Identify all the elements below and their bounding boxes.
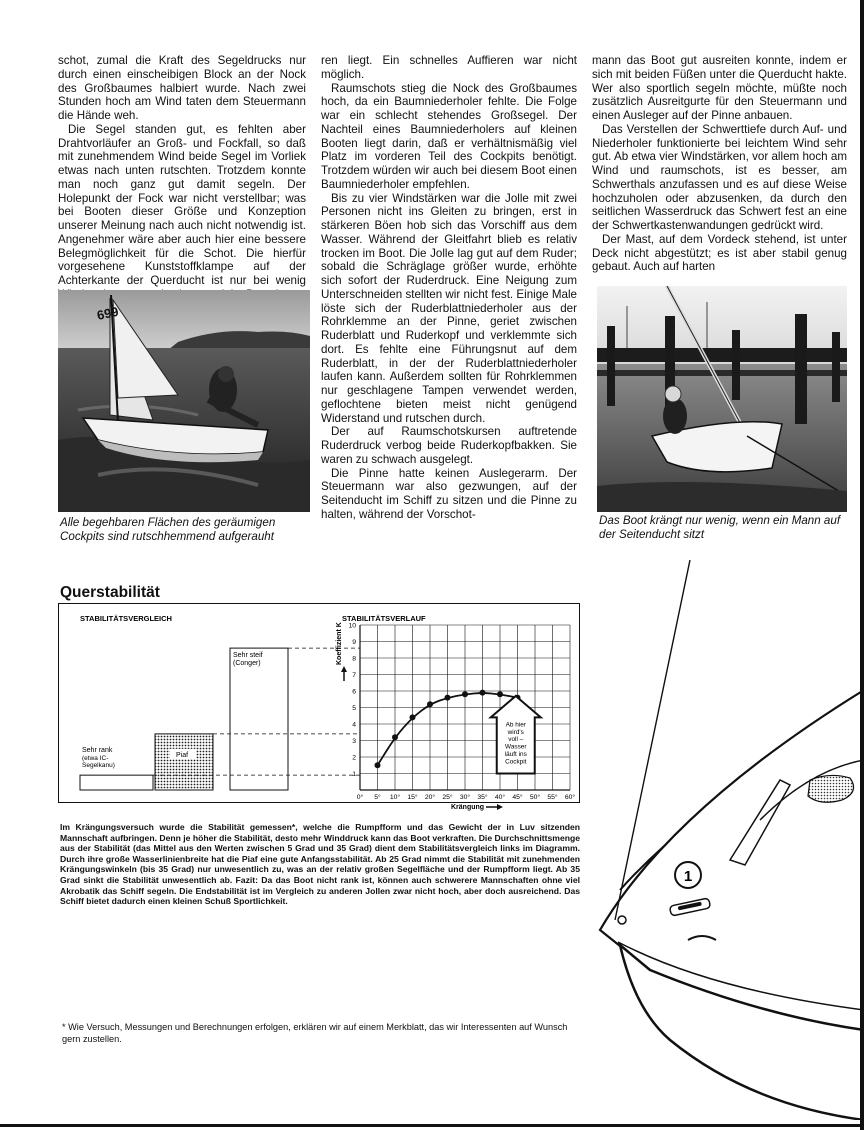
diagram-explanation: Im Krängungsversuch wurde die Stabilität gemessen*, welche die Rumpfform und das Gewicht der in Luv sitzenden Mannschaft aufbringen. Denn je höher die Stabilität, desto mehr Winddruck kann das Boot verkraften. Die Durchschnittsmenge aus der Stabilität (das Mittel aus den Werten zwischen 5 Grad und 35 Grad) dient dem Stabilitätsvergleich links im Diagramm. Durch ihre große Wasserlinienbreite hat die Piaf eine gute Anfangsstabilität. Ab 25 Grad nimmt die Stabilität mit zunehmenden Krängungswinkeln (bis 35 Grad) nur unwesentlich zu, was an der relativ großen Segelfläche und der Rumpfform liegt. Ab 35 Grad sinkt die Stabilität unwesentlich ab. Fazit: Da das Boot nicht rank ist, können auch schwerere Mannschaften ohne viel Akrobatik das Schiff segeln. Die Endstabilität ist im Vergleich zu anderen Jollen zwar nicht hoch, aber doch ausreichend. Das Schiff bietet dadurch einen kleinen Schuß Sportlichkeit.: [60, 822, 580, 907]
scan-edge-right: [860, 0, 864, 1130]
text-column-2: [321, 54, 577, 522]
x-tick-label: 60°: [564, 794, 576, 801]
bar-piaf: [155, 734, 213, 790]
arrow-text-line: voll –: [508, 736, 524, 744]
paragraph: schot, zumal die Kraft des Segeldrucks nur durch einen einscheibigen Block an der Nock des Großbaumes halbiert wurde. Nach zwei Stunden hoch am Wind taten dem Steuermann die Hände weh.: [58, 54, 306, 122]
x-tick-label: 50°: [529, 794, 541, 801]
x-tick-label: 55°: [547, 794, 558, 801]
data-point: [375, 762, 381, 768]
data-point: [427, 701, 433, 707]
paragraph: mann das Boot gut ausreiten konnte, indem er sich mit beiden Füßen unter die Querducht hakte. Wer also sportlich segeln möchte, müßte noch zusätzlich Ausreitgurte für den Steuermann und einen Ausleger auf der Pinne anbauen.: [592, 54, 847, 122]
photo-caption-left: Alle begehbaren Flächen des geräumigen Cockpits sind rutschhemmend aufgerauht: [60, 516, 276, 543]
data-point: [445, 695, 451, 701]
y-tick-label: 8: [352, 655, 356, 663]
x-tick-label: 10°: [389, 794, 401, 801]
x-tick-label: 15°: [407, 794, 418, 801]
photo-caption-right: Das Boot krängt nur wenig, wenn ein Mann auf der Seitenducht sitzt: [599, 514, 841, 541]
photo-sailing-dinghy: [58, 290, 310, 512]
bar-sehr-rank-sub-label: (etwa IC-: [82, 755, 109, 763]
x-tick-label: 30°: [459, 794, 471, 801]
photo-boat-at-pier: [597, 286, 847, 512]
arrow-annotation: [505, 721, 528, 765]
y-tick-label: 5: [352, 705, 356, 712]
data-point: [497, 691, 503, 697]
right-panel-title: STABILITÄTSVERLAUF: [342, 614, 426, 623]
data-point: [480, 690, 486, 696]
x-tick-label: 35°: [477, 794, 488, 801]
bar-piaf-label: Piaf: [176, 751, 189, 759]
photo-sailing-dinghy-image: [58, 290, 310, 512]
arrow-text-line: Ab hier: [505, 721, 526, 729]
bar-sehr-steif-label: Sehr steif: [233, 652, 263, 660]
arrow-text-line: läuft ins: [504, 751, 527, 758]
section-title: Querstabilität: [60, 584, 160, 601]
boat-bow-illustration: [580, 560, 864, 1120]
y-tick-label: 9: [352, 639, 356, 646]
y-tick-label: 10: [348, 622, 356, 630]
left-panel-title: STABILITÄTSVERGLEICH: [80, 614, 172, 623]
paragraph: Die Segel standen gut, es fehlten aber Drahtvorläufer an Groß- und Fockfall, so daß mit zunehmendem Wind beide Segel im Vorliek etwas nach unten rutschten. Trotzdem konnte man noch ganz gut damit segeln. Der Holepunkt der Fock war nicht verstellbar; was bei Booten dieser Größe und Konzeption unserer Meinung nach auch nicht notwendig ist. Angenehmer wäre aber auch hier eine bessere Belegmöglichkeit für die Schot. Die hierfür vorgesehene Kunststoffklampe auf der Achterkante der Querducht ist nur bei wenig: [58, 122, 306, 287]
bar-conger-label: (Conger): [233, 660, 261, 668]
x-tick-label: 5°: [374, 794, 381, 801]
data-point: [462, 691, 468, 697]
x-axis-arrow-icon: [486, 804, 503, 810]
paragraph: Das Verstellen der Schwerttiefe durch Auf- und Niederholer funktionierte bei leichtem Wind sehr gut. Ab etwa vier Windstärken, vor allem hoch am Wind und raumschots, ist es besser, am Schwerthals anzufassen und es auf diese Weise hochzuholen oder abzusenken, da durch den seitlichen Wasserdruck das Schwert fest an eine der Schwertkastenwandungen gedrückt wird.: [592, 122, 847, 232]
callout-number: 1: [683, 868, 693, 885]
stability-diagram: [58, 603, 580, 813]
sail-number: 699: [95, 303, 120, 323]
bow-fitting-icon: [618, 916, 626, 924]
paragraph: Die Pinne hatte keinen Auslegerarm. Der Steuermann war also gezwungen, auf der Seitenducht im Schiff zu sitzen und die Pinne zu halten, während der Vorschot-: [321, 466, 577, 521]
arrow-text-line: Cockpit: [505, 758, 527, 766]
footnote: * Wie Versuch, Messungen und Berechnungen erfolgen, erklären wir auf einem Merkblatt, das wir Interessenten auf Wunsch gern zustellen.: [62, 1022, 568, 1044]
x-tick-label: 25°: [442, 794, 453, 801]
bar-sehr-rank-sub-label-2: Segelkanu): [82, 762, 115, 770]
y-tick-label: 3: [352, 738, 356, 745]
paragraph: Raumschots stieg die Nock des Großbaumes hoch, da ein Baumniederholer fehlte. Die Folge war ein schlecht stehendes Großsegel. Der Nachteil eines Baumniederholers auf kleinen Booten liegt darin, daß er verhältnismäßig viel Platz im vorderen Teil des Cockpits benötigt. Trotzdem würden wir auch bei diesem Boot einen Baumniederholer empfehlen.: [321, 81, 577, 191]
paragraph: Der auf Raumschotskursen auftretende Ruderdruck verbog beide Ruderkopfbakken. Sie waren zu schwach ausgelegt.: [321, 425, 577, 466]
photo-boat-at-pier-image: [597, 286, 847, 512]
x-tick-label: 45°: [512, 794, 523, 801]
bar-sehr-rank-label: Sehr rank: [82, 747, 113, 755]
data-point: [410, 714, 416, 720]
x-tick-label: 0°: [356, 794, 364, 801]
arrow-text-line: Wasser: [505, 743, 527, 751]
y-tick-label: 2: [352, 754, 356, 762]
text-column-3: [592, 54, 847, 274]
y-axis-label: Koeffizient K: [336, 622, 343, 665]
scan-edge-bottom: [0, 1124, 864, 1127]
x-axis-label: Krängung: [451, 804, 485, 811]
y-tick-label: 7: [352, 672, 356, 679]
arrow-text-line: wird's: [507, 728, 524, 736]
paragraph: Der Mast, auf dem Vordeck stehend, ist unter Deck nicht abgestützt; es ist aber stabil genug gebaut. Auch auf harten: [592, 232, 847, 274]
text-column-1: [58, 54, 306, 302]
bar-sehr-rank: [80, 775, 153, 790]
y-tick-label: 6: [352, 688, 356, 696]
y-tick-label: 4: [352, 721, 356, 729]
x-tick-label: 20°: [424, 794, 436, 801]
bar-sehr-steif: [230, 648, 288, 790]
x-tick-label: 40°: [494, 794, 506, 801]
y-tick-label: 1: [352, 771, 356, 778]
paragraph: ren liegt. Ein schnelles Auffieren war nicht möglich.: [321, 54, 577, 81]
paragraph: Bis zu vier Windstärken war die Jolle mit zwei Personen nicht ins Gleiten zu bringen, erst in stärkeren Böen hob sich das Vorschiff aus dem Wasser. Während der Gleitfahrt blieb es relativ trocken im Boot. Die Jolle lag gut auf dem Ruder; sobald die Schräglage größer wurde, erhöhte sich sofort der Ruderdruck. Eine Neigung zum Unterschneiden stellten wir nicht fest. Einige Male löste sich der Ruderblattniederholer aus der Rohrklemme an der Pinne, geriet zwischen Ruderblatt und Ruderkopf und verklemmte sich dort. Es fehlte eine Führungsnut auf dem Ruderblatt, in der der Ruderblattniederholer laufen kann. Außerdem sollten für Rohrklemmen nur geschlagene Tampen verwendet werden, geflochtene bieten meist nicht genügend Widerstand und rutschen durch.: [321, 191, 577, 425]
data-point: [392, 734, 398, 740]
